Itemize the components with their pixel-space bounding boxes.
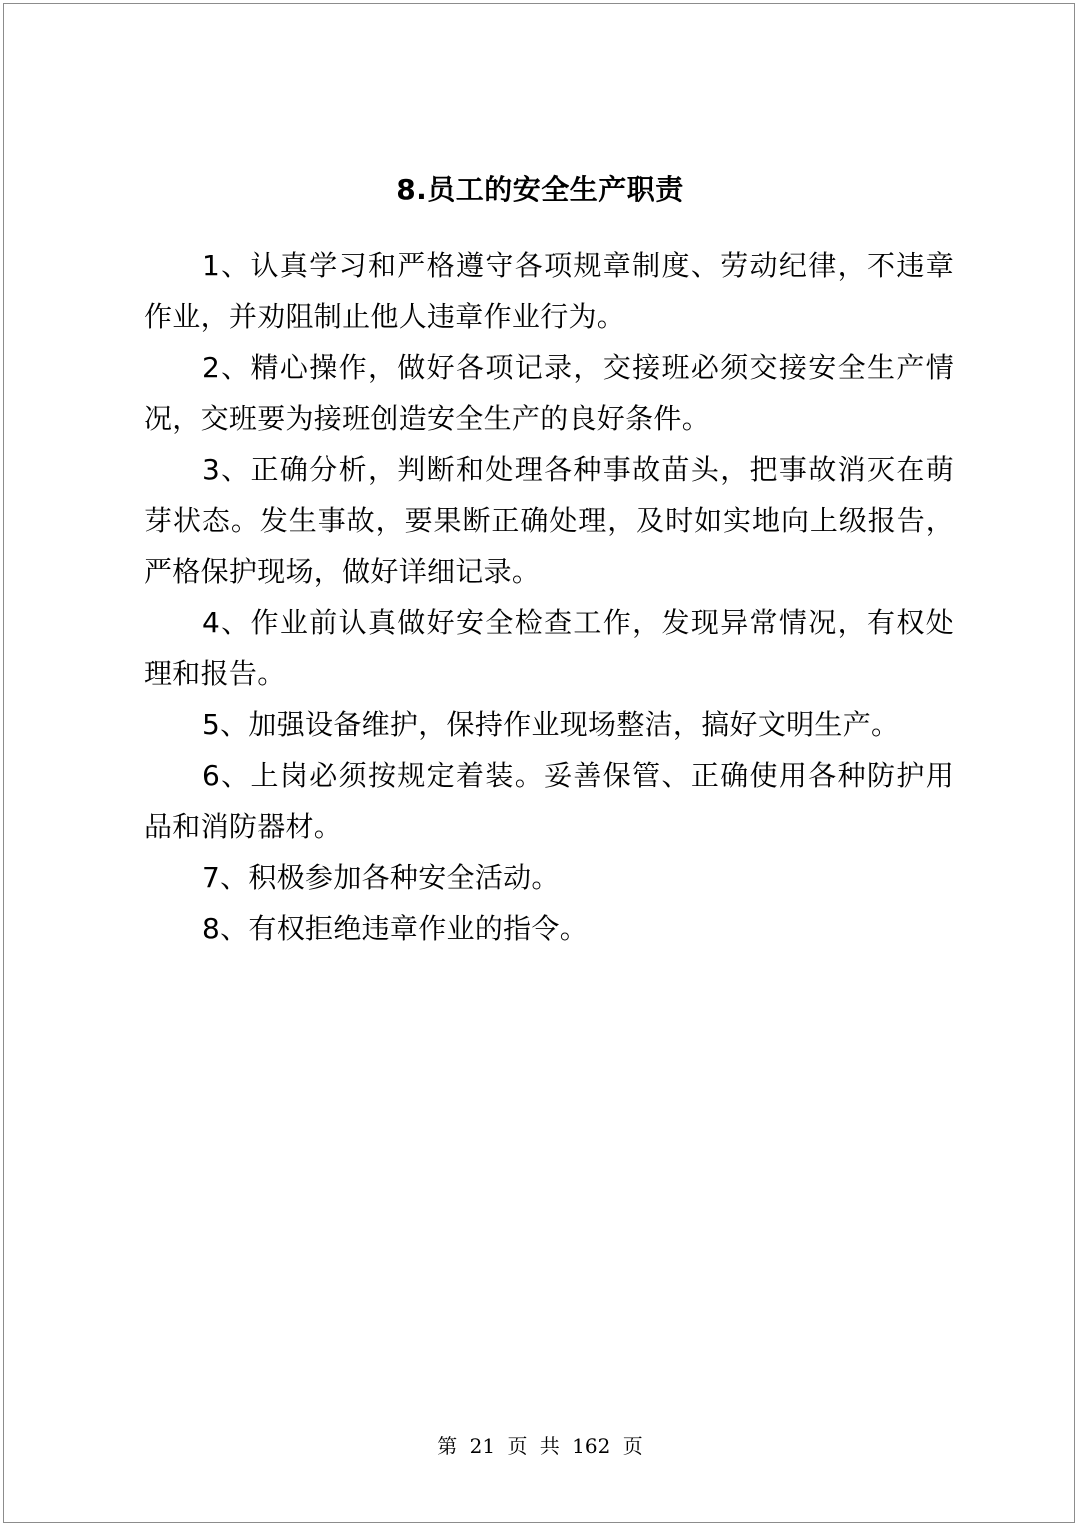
- paragraph-3: 3、正确分析，判断和处理各种事故苗头，把事故消灭在萌芽状态。发生事故，要果断正确处理，及时如实地向上级报告，严格保护现场，做好详细记录。: [144, 453, 954, 588]
- paragraph-5: 5、加强设备维护，保持作业现场整洁，搞好文明生产。: [202, 708, 900, 741]
- paragraph-8: 8、有权拒绝违章作业的指令。: [202, 912, 589, 945]
- page-number-footer: 第 21 页 共 162 页: [437, 1434, 643, 1458]
- paragraph-2: 2、精心操作，做好各项记录，交接班必须交接安全生产情况，交班要为接班创造安全生产的良好条件。: [144, 351, 954, 435]
- paragraph-1: 1、认真学习和严格遵守各项规章制度、劳动纪律，不违章作业，并劝阻制止他人违章作业行为。: [144, 249, 954, 333]
- paragraph-7: 7、积极参加各种安全活动。: [202, 861, 560, 894]
- paragraph-6: 6、上岗必须按规定着装。妥善保管、正确使用各种防护用品和消防器材。: [144, 759, 954, 843]
- document-body: [144, 240, 954, 954]
- document-title: 8.员工的安全生产职责: [396, 173, 684, 206]
- paragraph-4: 4、作业前认真做好安全检查工作，发现异常情况，有权处理和报告。: [144, 606, 954, 690]
